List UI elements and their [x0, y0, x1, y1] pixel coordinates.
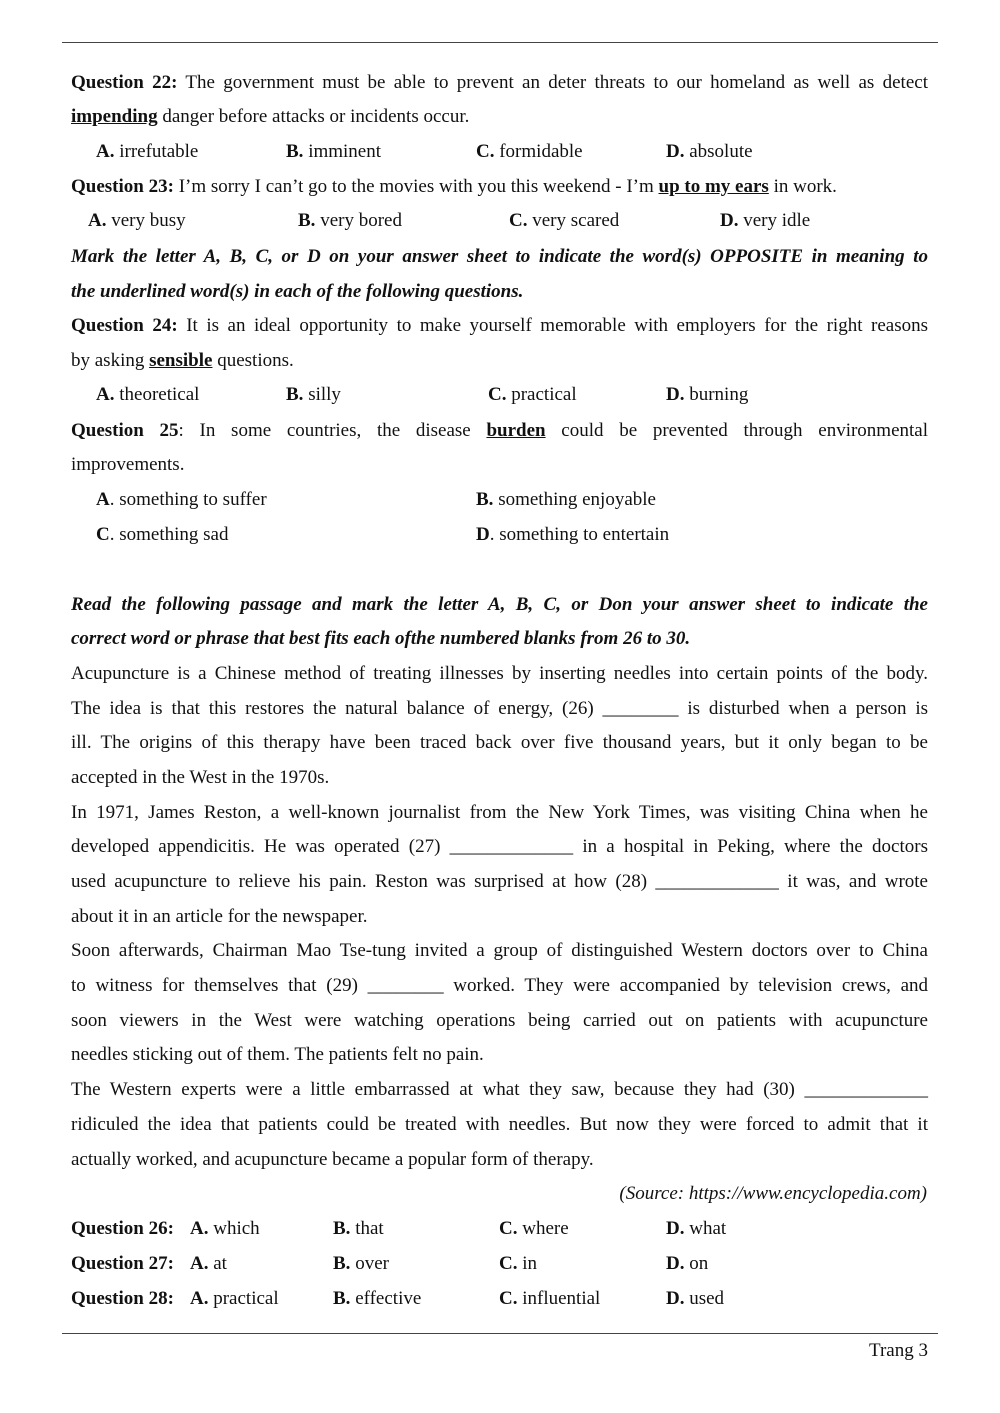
passage-p2-line-4: about it in an article for the newspaper.	[71, 906, 368, 927]
instruction-passage-line-1: Read the following passage and mark the letter A, B, C, or Don your answer sheet to indicate the	[71, 594, 928, 615]
question-24-line-2: by asking sensible questions.	[71, 350, 294, 371]
question-25-option-a: A. something to suffer	[96, 489, 267, 510]
question-28-option-a: A. practical	[190, 1288, 279, 1309]
question-27-option-b: B. over	[333, 1253, 389, 1274]
question-24-label: Question 24:	[71, 315, 178, 336]
passage-p1-line-3: ill. The origins of this therapy have been traced back over five thousand years, but it only began to be	[71, 732, 928, 753]
question-24-option-b: B. silly	[286, 384, 341, 405]
question-23-text-after: in work.	[773, 176, 837, 197]
question-25-option-c: C. something sad	[96, 524, 229, 545]
question-28-label: Question 28:	[71, 1288, 174, 1309]
question-23-underlined-phrase: up to my ears	[658, 176, 769, 197]
passage-p4-line-3: actually worked, and acupuncture became a popular form of therapy.	[71, 1149, 594, 1170]
passage-source: (Source: https://www.encyclopedia.com)	[619, 1183, 927, 1204]
question-25-underlined-word: burden	[486, 420, 546, 441]
question-22-text-after: danger before attacks or incidents occur.	[162, 106, 470, 127]
question-25-option-b: B. something enjoyable	[476, 489, 656, 510]
instruction-opposite-line-1: Mark the letter A, B, C, or D on your answer sheet to indicate the word(s) OPPOSITE in meaning to	[71, 246, 928, 267]
question-22-option-b: B. imminent	[286, 141, 382, 162]
question-24-option-a: A. theoretical	[96, 384, 200, 405]
question-24-option-d: D. burning	[666, 384, 749, 405]
passage-p2-line-2: developed appendicitis. He was operated (27) _____________ in a hospital in Peking, where the doctors	[71, 836, 928, 857]
footer-rule	[62, 1333, 938, 1334]
passage-p2-line-3: used acupuncture to relieve his pain. Reston was surprised at how (28) _____________ it was, and wrote	[71, 871, 928, 892]
question-28-option-d: D. used	[666, 1288, 725, 1309]
question-24-text: It is an ideal opportunity to make yourself memorable with employers for the right reasons	[186, 315, 928, 336]
instruction-passage-line-2: correct word or phrase that best fits each ofthe numbered blanks from 26 to 30.	[71, 628, 691, 649]
question-23-line-1	[71, 175, 928, 199]
question-23-option-c: C. very scared	[509, 210, 620, 231]
question-23-option-a: A. very busy	[88, 210, 186, 231]
question-24-line-1	[71, 314, 928, 338]
question-26-option-d: D. what	[666, 1218, 727, 1239]
question-25-option-d: D. something to entertain	[476, 524, 670, 545]
question-24-underlined-word: sensible	[149, 350, 213, 371]
question-22-text: The government must be able to prevent an deter threats to our homeland as well as detect	[185, 72, 928, 93]
passage-p2-line-1: In 1971, James Reston, a well-known journalist from the New York Times, was visiting China when he	[71, 802, 928, 823]
question-26-option-c: C. where	[499, 1218, 569, 1239]
question-25-line-2: improvements.	[71, 454, 185, 475]
passage-p1-line-1: Acupuncture is a Chinese method of treating illnesses by inserting needles into certain points of the body.	[71, 663, 928, 684]
question-27-option-a: A. at	[190, 1253, 227, 1274]
question-25-label: Question 25	[71, 420, 179, 441]
question-22-line-2	[71, 105, 928, 129]
passage-p3-line-3: soon viewers in the West were watching operations being carried out on patients with acupuncture	[71, 1010, 928, 1031]
question-23-option-b: B. very bored	[298, 210, 402, 231]
question-28-option-b: B. effective	[333, 1288, 422, 1309]
question-22-underlined-word: impending	[71, 106, 158, 127]
question-27-option-d: D. on	[666, 1253, 709, 1274]
question-26-option-a: A. which	[190, 1218, 260, 1239]
question-23-option-d: D. very idle	[720, 210, 811, 231]
question-27-label: Question 27:	[71, 1253, 174, 1274]
question-24-option-c: C. practical	[488, 384, 577, 405]
question-26-option-b: B. that	[333, 1218, 384, 1239]
question-23-text: I’m sorry I can’t go to the movies with you this weekend - I’m	[178, 176, 654, 197]
passage-p1-line-2: The idea is that this restores the natural balance of energy, (26) ________ is disturbed when a person is	[71, 698, 928, 719]
question-22-option-d: D. absolute	[666, 141, 753, 162]
question-22-option-a: A. irrefutable	[96, 141, 199, 162]
question-22-option-c: C. formidable	[476, 141, 583, 162]
page-number: Trang 3	[869, 1340, 928, 1361]
passage-p3-line-2: to witness for themselves that (29) ________ worked. They were accompanied by television crews, and	[71, 975, 928, 996]
passage-p3-line-4: needles sticking out of them. The patients felt no pain.	[71, 1044, 484, 1065]
question-22-label: Question 22:	[71, 72, 178, 93]
passage-p4-line-2: ridiculed the idea that patients could be treated with needles. But now they were forced to admit that it	[71, 1114, 928, 1135]
question-28-option-c: C. influential	[499, 1288, 601, 1309]
question-26-label: Question 26:	[71, 1218, 174, 1239]
instruction-opposite-line-2: the underlined word(s) in each of the following questions.	[71, 281, 524, 302]
question-27-option-c: C. in	[499, 1253, 538, 1274]
question-25-line-1: Question 25: In some countries, the disease burden could be prevented through environmental	[71, 420, 928, 441]
question-23-label: Question 23:	[71, 176, 174, 197]
passage-p3-line-1: Soon afterwards, Chairman Mao Tse-tung invited a group of distinguished Western doctors over to China	[71, 940, 928, 961]
header-rule	[62, 42, 938, 43]
passage-p4-line-1: The Western experts were a little embarrassed at what they saw, because they had (30) _____________	[71, 1079, 928, 1100]
passage-p1-line-4: accepted in the West in the 1970s.	[71, 767, 330, 788]
question-22-line-1	[71, 71, 928, 95]
